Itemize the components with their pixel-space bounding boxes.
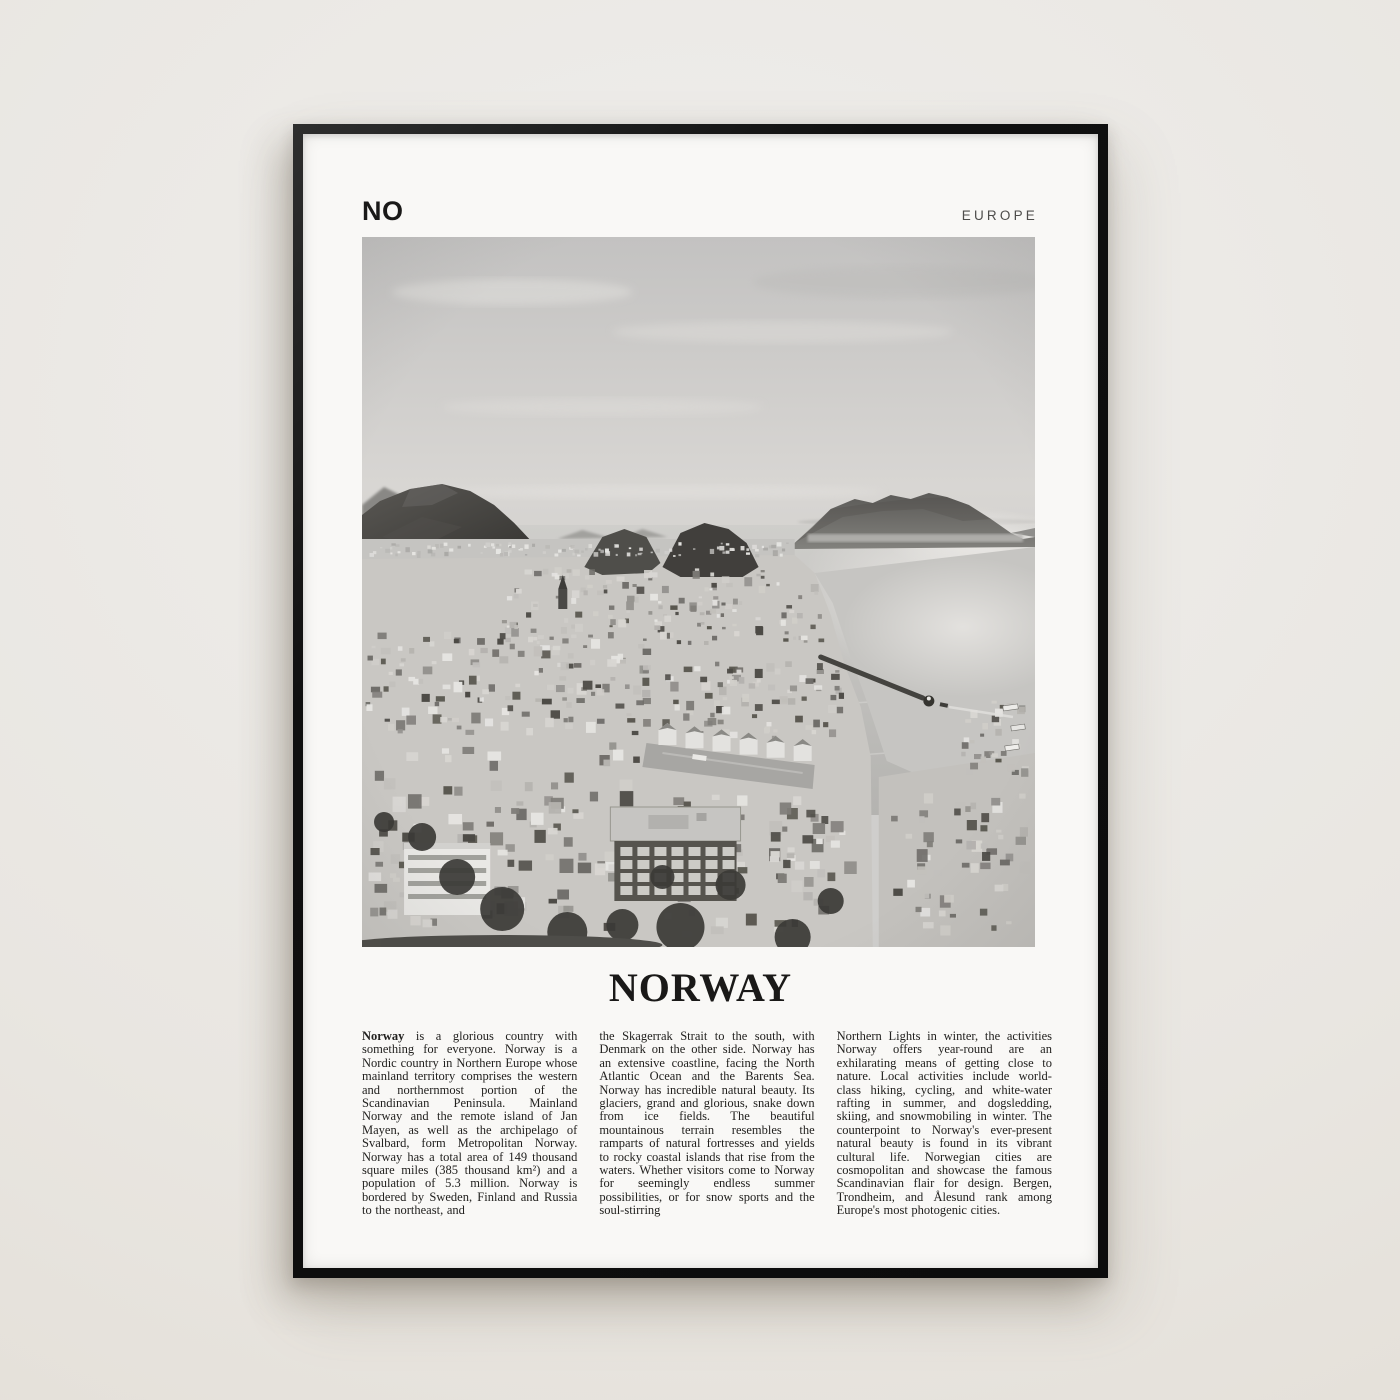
description-column-2: the Skagerrak Strait to the south, with Denmark on the other side. Norway has an extensive coastline, facing the North Atlantic Ocean and the Barents Sea. Norway has incredible natural beauty. Its glaciers, grand and glorious, snake down from ice fields. The beautiful mountainous terrain resembles the ramparts of natural fortresses and yields to rocky coastal islands that rise from the waters. Whether visitors come to Norway for seemingly endless summer possibilities, or for snow sports and the soul-stirring	[599, 1029, 815, 1218]
description-column-3: Northern Lights in winter, the activities Norway offers year-round are an exhilarating means of getting close to nature. Local activities include world-class hiking, cycling, and white-water rafting in summer, and dogsledding, skiing, and snowmobiling in winter. The counterpoint to Norway's ever-present natural beauty is found in its vibrant cultural life. Norwegian cities are cosmopolitan and showcase the famous Scandinavian flair for design. Bergen, Trondheim, and Ålesund rank among Europe's most photogenic cities.	[836, 1029, 1052, 1218]
poster-title: NORWAY	[608, 965, 793, 1010]
country-code-label: NO	[362, 196, 404, 226]
photo-vignette	[362, 237, 1035, 947]
lead-word: Norway	[362, 1029, 405, 1043]
poster-header	[362, 198, 1038, 225]
alesund-photo-illustration	[362, 237, 1035, 947]
poster-frame	[293, 124, 1108, 1278]
photo-alesund	[362, 237, 1035, 947]
poster	[303, 134, 1098, 1268]
description-columns	[362, 1030, 1052, 1218]
description-column-1: Norway is a glorious country with something for everyone. Norway is a Nordic country in Northern Europe whose mainland territory comprises the western and northernmost portion of the Scandinavian Peninsula. Mainland Norway and the remote island of Jan Mayen, as well as the archipelago of Svalbard, form Metropolitan Norway. Norway has a total area of 149 thousand square miles (385 thousand km²) and a population of 5.3 million. Norway is bordered by Sweden, Finland and Russia to the northeast, and	[362, 1029, 578, 1218]
region-label: EUROPE	[961, 207, 1038, 223]
